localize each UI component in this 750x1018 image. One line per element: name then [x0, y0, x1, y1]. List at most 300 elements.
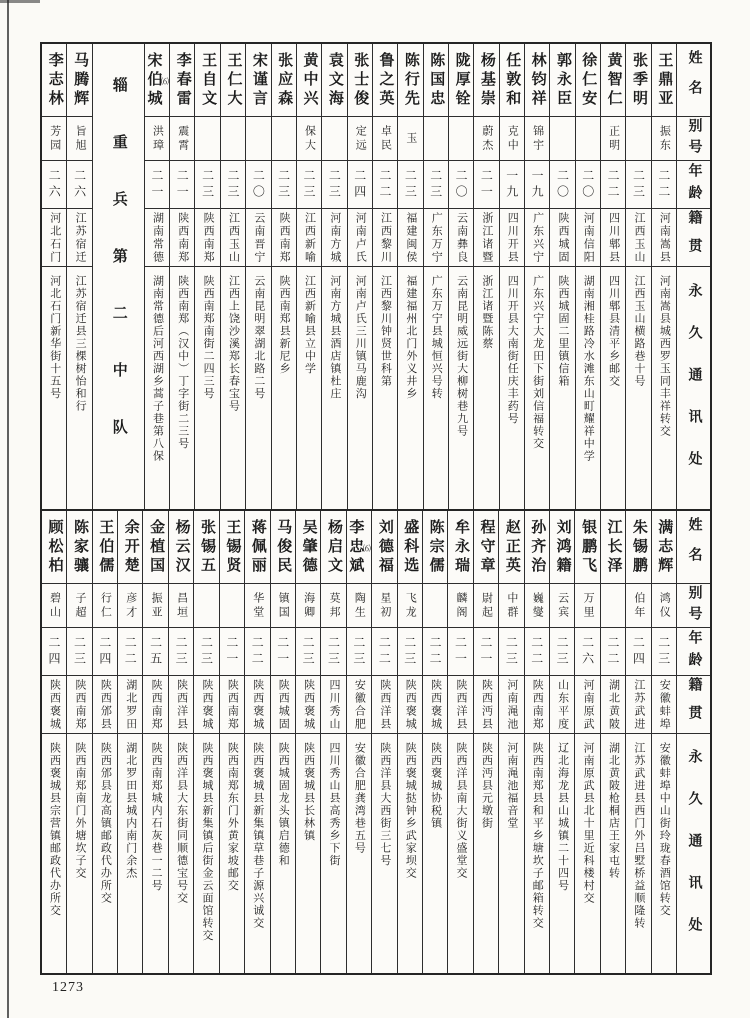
person-age-cell: [652, 160, 676, 208]
person-origin-cell: [449, 208, 473, 266]
person-column: [194, 44, 219, 509]
person-name-cell: [296, 511, 320, 583]
person-origin-cell: [67, 675, 91, 733]
person-age: 二一: [149, 168, 164, 201]
person-origin: 河南渑池: [505, 678, 518, 731]
person-address-cell: [220, 733, 244, 973]
person-name: 马腾辉: [72, 51, 89, 109]
person-name-cell: [626, 511, 650, 583]
person-age: 二五: [148, 635, 163, 668]
person-name: 陇厚铨: [453, 51, 470, 109]
person-address: 河南原武县北十里近科楼村交: [582, 742, 595, 905]
person-column: [92, 511, 117, 973]
person-column: [271, 44, 296, 509]
person-address-cell: [42, 733, 66, 973]
person-address-cell: [448, 733, 472, 973]
person-age: 一九: [504, 168, 519, 201]
person-alias: 克中: [506, 124, 519, 153]
person-origin-cell: [322, 208, 346, 266]
person-name: 宋谨言: [250, 51, 267, 109]
person-column: [473, 511, 498, 973]
person-alias-cell: [296, 583, 320, 627]
directory-page: [40, 42, 712, 975]
person-name-cell: [550, 44, 574, 116]
person-name: 朱锡鹏: [630, 518, 647, 576]
person-column: [397, 44, 422, 509]
person-origin: 陕西褒城: [429, 678, 442, 731]
person-column: [651, 511, 676, 973]
person-address: 云南昆明翠湖北路二号: [252, 275, 265, 400]
person-age-cell: [169, 627, 193, 675]
person-alias-cell: [145, 116, 169, 160]
person-alias-cell: [170, 116, 194, 160]
person-address-cell: [348, 266, 372, 509]
person-name: 鲁之英: [377, 51, 394, 109]
person-origin-cell: [423, 675, 447, 733]
person-alias: 中群: [505, 591, 518, 620]
person-age-cell: [348, 160, 372, 208]
person-alias-cell: [500, 116, 524, 160]
person-age-cell: [271, 627, 295, 675]
person-name-cell: [398, 44, 422, 116]
person-name: 陈国忠: [428, 51, 445, 109]
person-name: 王自文: [200, 51, 217, 109]
person-alias: 海卿: [302, 591, 315, 620]
person-alias: 云宾: [556, 591, 569, 620]
person-name: 张士俊: [352, 51, 369, 109]
person-origin: 云南彝良: [455, 211, 468, 264]
person-address: 陕西褒城县宗营镇邮政代办所交: [48, 742, 61, 917]
person-origin-cell: [424, 208, 448, 266]
person-name: 杨云汉: [173, 518, 190, 576]
person-address-cell: [42, 266, 66, 509]
person-origin: 江西玉山: [227, 211, 240, 264]
person-age: 二三: [656, 635, 671, 668]
person-origin-cell: [500, 208, 524, 266]
person-name-cell: [169, 511, 193, 583]
person-age-cell: [220, 627, 244, 675]
person-alias-cell: [348, 116, 372, 160]
person-age: 二一: [224, 635, 239, 668]
person-alias-cell: [297, 116, 321, 160]
person-address: 江西新喻县立中学: [303, 275, 316, 375]
person-name: 陈行先: [402, 51, 419, 109]
person-origin-cell: [398, 675, 422, 733]
person-age: 二三: [631, 168, 646, 201]
header-address-label: 永久通讯处: [686, 748, 702, 959]
person-origin-cell: [499, 675, 523, 733]
person-origin-cell: [525, 208, 549, 266]
person-name-cell: [118, 511, 142, 583]
person-age: 二三: [225, 168, 240, 201]
person-age-cell: [398, 627, 422, 675]
person-origin-cell: [575, 675, 599, 733]
person-name-cell: [170, 44, 194, 116]
person-name-cell: [525, 511, 549, 583]
person-name: 任敦和: [504, 51, 521, 109]
person-address: 陕西洋县大西街三七号: [378, 742, 391, 867]
person-address-cell: [170, 266, 194, 509]
person-name: 宋伯城: [145, 51, 162, 109]
person-origin-cell: [474, 675, 498, 733]
person-age: 二一: [175, 168, 190, 201]
person-name: 王鼎亚: [656, 51, 673, 109]
person-name-cell: [652, 44, 676, 116]
person-column: [295, 511, 320, 973]
person-name-cell: [220, 511, 244, 583]
person-name: 黄智仁: [605, 51, 622, 109]
person-age: 二三: [402, 635, 417, 668]
person-address: 陕西邠县龙高镇邮政代办所交: [99, 742, 112, 905]
header-name-label: 姓名: [686, 50, 702, 110]
person-origin: 陕西城固: [277, 678, 290, 731]
person-age: 二三: [428, 168, 443, 201]
person-alias: 行仁: [99, 591, 112, 620]
person-age: 二一: [453, 635, 468, 668]
person-origin: 陕西南郑: [226, 678, 239, 731]
person-origin: 湖南常德: [151, 211, 164, 264]
person-alias: 保大: [303, 124, 316, 153]
person-column: [321, 44, 346, 509]
person-name-cell: [271, 511, 295, 583]
person-name-cell: [398, 511, 422, 583]
header-address-label: 永久通讯处: [686, 283, 702, 493]
person-age: 二四: [352, 168, 367, 201]
person-age-cell: [246, 160, 270, 208]
person-address: 陕西南郑（汉中）丁字街二三号: [176, 275, 189, 450]
person-origin: 江西新喻: [303, 211, 316, 264]
person-column: [320, 511, 345, 973]
person-age-cell: [297, 160, 321, 208]
person-address: 河北石门新华街十五号: [48, 275, 61, 400]
person-name-cell: [525, 44, 549, 116]
person-alias-cell: [398, 116, 422, 160]
person-address-cell: [398, 266, 422, 509]
person-alias-cell: [42, 116, 66, 160]
person-name: 王仁大: [225, 51, 242, 109]
person-address-cell: [67, 733, 91, 973]
person-address-cell: [499, 733, 523, 973]
person-alias-cell: [347, 583, 371, 627]
person-origin: 陕西褒城: [302, 678, 315, 731]
person-origin: 陕西城固: [556, 211, 569, 264]
person-name: 李春雷: [174, 51, 191, 109]
person-column: [422, 511, 447, 973]
person-alias-cell: [322, 116, 346, 160]
footnote-mark: ⑹: [362, 544, 372, 552]
person-alias-cell: [372, 583, 396, 627]
person-age: 二三: [174, 635, 189, 668]
person-name-cell: [145, 44, 169, 116]
person-age-cell: [500, 160, 524, 208]
person-address-cell: [271, 733, 295, 973]
person-origin-cell: [601, 208, 625, 266]
person-name-cell: [272, 44, 296, 116]
person-origin-cell: [372, 675, 396, 733]
person-origin-cell: [67, 208, 91, 266]
person-origin: 安徽蚌埠: [658, 678, 671, 731]
person-alias-cell: [194, 583, 218, 627]
person-age-cell: [194, 627, 218, 675]
person-alias-cell: [601, 583, 625, 627]
person-age: 二三: [326, 635, 341, 668]
person-origin: 湖北黄陂: [607, 678, 620, 731]
person-age: 二二: [656, 168, 671, 201]
person-origin: 陕西洋县: [455, 678, 468, 731]
person-column: [169, 44, 194, 509]
person-origin: 陕西褒城: [48, 678, 61, 731]
person-name: 徐仁安: [580, 51, 597, 109]
person-age-cell: [373, 160, 397, 208]
person-origin: 安徽合肥: [353, 678, 366, 731]
person-origin-cell: [271, 675, 295, 733]
person-column: [600, 44, 625, 509]
person-origin-cell: [525, 675, 549, 733]
person-column: [270, 511, 295, 973]
person-alias-cell: [271, 583, 295, 627]
person-alias: 定远: [354, 124, 367, 153]
person-column: [117, 511, 142, 973]
person-address-cell: [423, 733, 447, 973]
person-age: 二六: [72, 168, 87, 201]
person-origin-cell: [297, 208, 321, 266]
person-origin: 陕西褒城: [251, 678, 264, 731]
person-address-cell: [143, 733, 167, 973]
person-origin: 浙江诸暨: [480, 211, 493, 264]
person-name-cell: [626, 44, 650, 116]
person-origin: 福建闽侯: [404, 211, 417, 264]
person-origin: 江西玉山: [632, 211, 645, 264]
person-name: 顾松柏: [46, 518, 63, 576]
person-age: 二四: [47, 635, 62, 668]
person-alias: 伯年: [632, 591, 645, 620]
person-name-cell: [372, 511, 396, 583]
person-name-cell: [67, 44, 91, 116]
person-age: 二三: [72, 635, 87, 668]
scan-artifact: [0, 0, 40, 3]
person-alias: 陶生: [353, 591, 366, 620]
person-alias-cell: [398, 583, 422, 627]
person-alias: 旨旭: [74, 124, 87, 153]
person-alias-cell: [220, 583, 244, 627]
bottom-header-column: [676, 511, 710, 973]
person-address-cell: [424, 266, 448, 509]
person-alias-cell: [474, 583, 498, 627]
person-name: 马俊民: [275, 518, 292, 576]
person-origin: 陕西南郑: [73, 678, 86, 731]
person-column: [574, 511, 599, 973]
person-age: 二二: [605, 635, 620, 668]
person-address: 云南昆明威远街大柳树巷九号: [455, 275, 468, 438]
person-alias-cell: [272, 116, 296, 160]
person-age: 二〇: [454, 168, 469, 201]
person-origin: 江苏宿迁: [74, 211, 87, 264]
person-alias: 鸿仪: [658, 591, 671, 620]
person-name: 盛科选: [402, 518, 419, 576]
person-column: [524, 511, 549, 973]
person-origin: 陕西南郑: [278, 211, 291, 264]
person-age-cell: [576, 160, 600, 208]
person-address-cell: [652, 266, 676, 509]
person-column: [524, 44, 549, 509]
person-address: 河南渑池福音堂: [505, 742, 518, 830]
person-address: 陕西洋县大东街同顺德宝号交: [175, 742, 188, 905]
person-column: [245, 44, 270, 509]
person-age-cell: [423, 627, 447, 675]
person-age-cell: [322, 160, 346, 208]
person-origin-cell: [194, 675, 218, 733]
person-age-cell: [195, 160, 219, 208]
person-origin-cell: [145, 208, 169, 266]
person-alias-cell: [321, 583, 345, 627]
person-alias-cell: [525, 116, 549, 160]
person-origin: 河南信阳: [582, 211, 595, 264]
person-age: 二六: [47, 168, 62, 201]
person-origin-cell: [652, 208, 676, 266]
person-alias: 洪璋: [151, 124, 164, 153]
person-column: [220, 44, 245, 509]
person-address: 湖北黄陂枪桐店王家屯转: [607, 742, 620, 880]
person-origin-cell: [474, 208, 498, 266]
person-age: 二二: [428, 635, 443, 668]
person-name-cell: [500, 44, 524, 116]
person-age: 二三: [200, 168, 215, 201]
person-name: 张应森: [276, 51, 293, 109]
person-column: [625, 44, 650, 509]
person-origin: 四川秀山: [328, 678, 341, 731]
person-age: 二三: [276, 168, 291, 201]
person-address-cell: [626, 733, 650, 973]
person-alias: 振东: [658, 124, 671, 153]
person-address: 辽北海龙县山城镇二十四号: [556, 742, 569, 892]
person-origin-cell: [42, 675, 66, 733]
person-age-cell: [525, 627, 549, 675]
person-origin-cell: [143, 675, 167, 733]
person-name-cell: [474, 44, 498, 116]
person-address: 四川郫县清平乡邮交: [607, 275, 620, 388]
person-origin: 江苏武进: [632, 678, 645, 731]
person-name: 王锡贤: [224, 518, 241, 576]
person-address: 四川秀山县高秀乡下街: [328, 742, 341, 867]
person-name-cell: [297, 44, 321, 116]
person-name: 王伯儒: [97, 518, 114, 576]
person-age-cell: [143, 627, 167, 675]
person-name-cell: [221, 44, 245, 116]
person-column: [347, 44, 372, 509]
person-column: [66, 511, 91, 973]
person-age-cell: [145, 160, 169, 208]
person-address-cell: [245, 733, 269, 973]
person-origin: 陕西褒城: [200, 678, 213, 731]
person-address: 广东兴宁大龙田下街刘信福转交: [531, 275, 544, 450]
person-origin: 山东平度: [556, 678, 569, 731]
person-origin: 陕西南郑: [176, 211, 189, 264]
person-alias: 锦宇: [531, 124, 544, 153]
person-age-cell: [626, 627, 650, 675]
person-address: 陕西洋县南大街义盛堂交: [455, 742, 468, 880]
person-address: 陕西褒城县新集镇草巷子源兴诚交: [251, 742, 264, 930]
person-origin: 四川开县: [506, 211, 519, 264]
person-address-cell: [575, 733, 599, 973]
person-name-cell: [575, 511, 599, 583]
person-address: 四川开县大南街任庆丰药号: [506, 275, 519, 425]
person-name: 蒋佩丽: [249, 518, 266, 576]
person-alias: 尉起: [480, 591, 493, 620]
person-column: [42, 44, 66, 509]
person-origin: 广东兴宁: [531, 211, 544, 264]
person-origin: 河南方城: [328, 211, 341, 264]
person-column: [651, 44, 676, 509]
person-age-cell: [474, 627, 498, 675]
person-origin-cell: [652, 675, 676, 733]
bottom-register-table: [42, 511, 710, 973]
person-address: 陕西城固二里镇信箱: [556, 275, 569, 388]
person-column: [499, 44, 524, 509]
person-column: [549, 44, 574, 509]
person-age: 一九: [530, 168, 545, 201]
person-age: 二四: [97, 635, 112, 668]
person-alias-cell: [67, 583, 91, 627]
person-alias: 麟阁: [455, 591, 468, 620]
person-origin: 陕西南郑: [531, 678, 544, 731]
person-alias: 星初: [378, 591, 391, 620]
person-origin: 陕西南郑: [202, 211, 215, 264]
person-address-cell: [195, 266, 219, 509]
person-origin-cell: [576, 208, 600, 266]
person-age: 二三: [403, 168, 418, 201]
person-origin: 四川郫县: [607, 211, 620, 264]
person-age-cell: [347, 627, 371, 675]
person-name: 金植国: [148, 518, 165, 576]
person-alias: 芳园: [48, 124, 61, 153]
person-age-cell: [398, 160, 422, 208]
person-address: 湖南常德后河西湖乡蒿子巷第八保: [151, 275, 164, 463]
person-column: [372, 44, 397, 509]
person-name-cell: [194, 511, 218, 583]
person-age-cell: [93, 627, 117, 675]
person-address: 江苏武进县西门外吕墅桥益顺隆转: [632, 742, 645, 930]
person-age-cell: [118, 627, 142, 675]
person-address-cell: [93, 733, 117, 973]
person-age: 二四: [631, 635, 646, 668]
person-name-cell: [347, 511, 371, 583]
person-address: 陕西沔县元墩街: [480, 742, 493, 830]
person-origin-cell: [347, 675, 371, 733]
person-name-cell: [42, 44, 66, 116]
person-alias-cell: [499, 583, 523, 627]
person-age: 二三: [555, 635, 570, 668]
person-name-cell: [550, 511, 574, 583]
person-origin-cell: [296, 675, 320, 733]
person-alias: 万里: [582, 591, 595, 620]
person-column: [296, 44, 321, 509]
person-name: 刘德福: [376, 518, 393, 576]
person-origin: 陕西洋县: [378, 678, 391, 731]
person-alias-cell: [195, 116, 219, 160]
person-age: 二二: [377, 635, 392, 668]
person-name-cell: [321, 511, 345, 583]
person-name: 孙齐治: [529, 518, 546, 576]
person-name-cell: [93, 511, 117, 583]
person-column: [625, 511, 650, 973]
person-origin: 河南嵩县: [658, 211, 671, 264]
person-alias-cell: [601, 116, 625, 160]
person-address-cell: [297, 266, 321, 509]
person-address-cell: [576, 266, 600, 509]
person-address-cell: [550, 266, 574, 509]
person-age-cell: [42, 160, 66, 208]
person-age-cell: [448, 627, 472, 675]
